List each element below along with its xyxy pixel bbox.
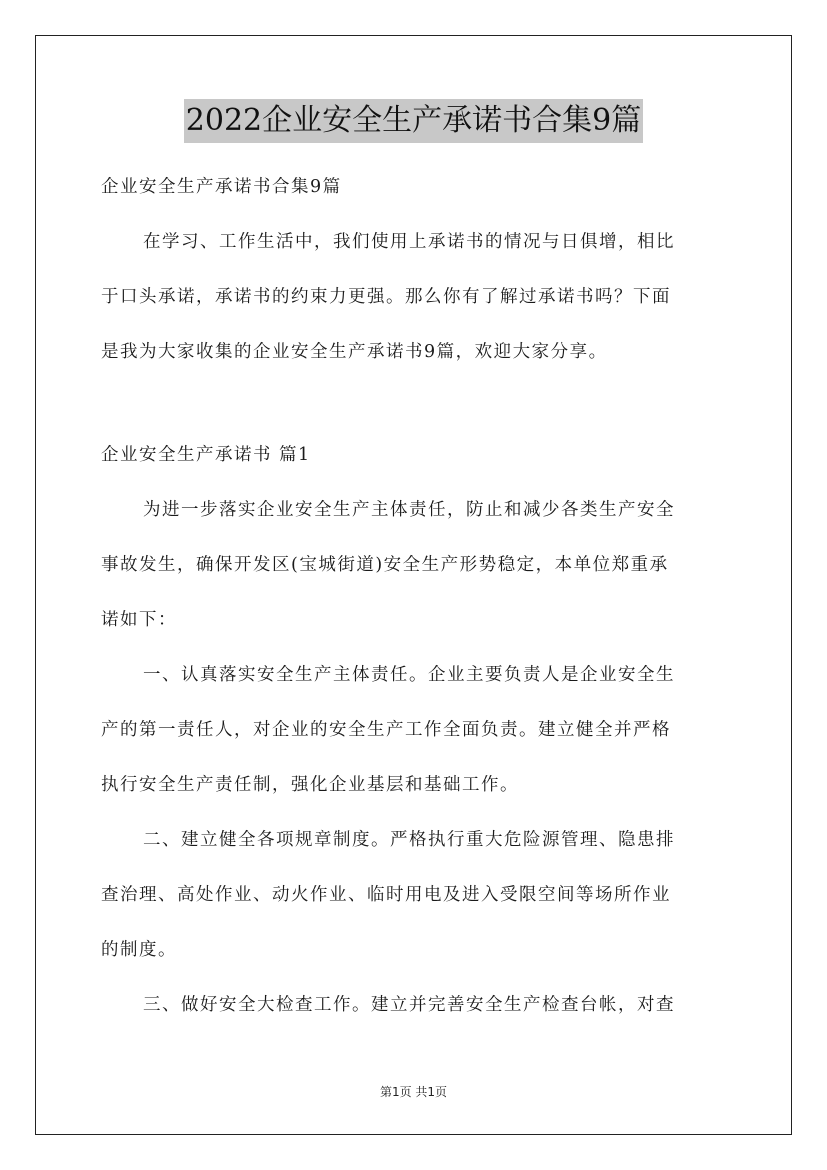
document-title: 2022企业安全生产承诺书合集9篇 (184, 99, 643, 143)
paragraph-line: 为进一步落实企业安全生产主体责任，防止和减少各类生产安全 (143, 500, 675, 520)
paragraph (101, 483, 729, 648)
paragraph-line: 于口头承诺，承诺书的约束力更强。那么你有了解过承诺书吗？下面 (101, 287, 671, 307)
paragraph-line: 诺如下： (101, 610, 177, 630)
section-heading: 企业安全生产承诺书 篇1 (101, 445, 311, 465)
paragraph-line: 事故发生，确保开发区(宝城街道)安全生产形势稳定，本单位郑重承 (101, 555, 669, 575)
paragraph (101, 648, 729, 813)
paragraph (101, 813, 729, 978)
paragraph (101, 978, 729, 1033)
page-number: 第1页 共1页 (379, 1085, 448, 1099)
title-container (0, 99, 827, 143)
paragraph-line: 在学习、工作生活中，我们使用上承诺书的情况与日俱增，相比 (143, 232, 675, 252)
paragraph-line: 的制度。 (101, 940, 177, 960)
paragraph-line: 三、做好安全大检查工作。建立并完善安全生产检查台帐，对查 (143, 995, 675, 1015)
paragraph-line: 产的第一责任人，对企业的安全生产工作全面负责。建立健全并严格 (101, 720, 671, 740)
paragraph-line: 二、建立健全各项规章制度。严格执行重大危险源管理、隐患排 (143, 830, 675, 850)
paragraph-line: 一、认真落实安全生产主体责任。企业主要负责人是企业安全生 (143, 665, 675, 685)
document-subtitle: 企业安全生产承诺书合集9篇 (101, 177, 342, 197)
paragraph-line: 查治理、高处作业、动火作业、临时用电及进入受限空间等场所作业 (101, 885, 671, 905)
document-body (101, 173, 729, 1033)
paragraph-line: 执行安全生产责任制，强化企业基层和基础工作。 (101, 775, 519, 795)
intro-paragraph (101, 215, 729, 380)
paragraph-line: 是我为大家收集的企业安全生产承诺书9篇，欢迎大家分享。 (101, 342, 608, 362)
